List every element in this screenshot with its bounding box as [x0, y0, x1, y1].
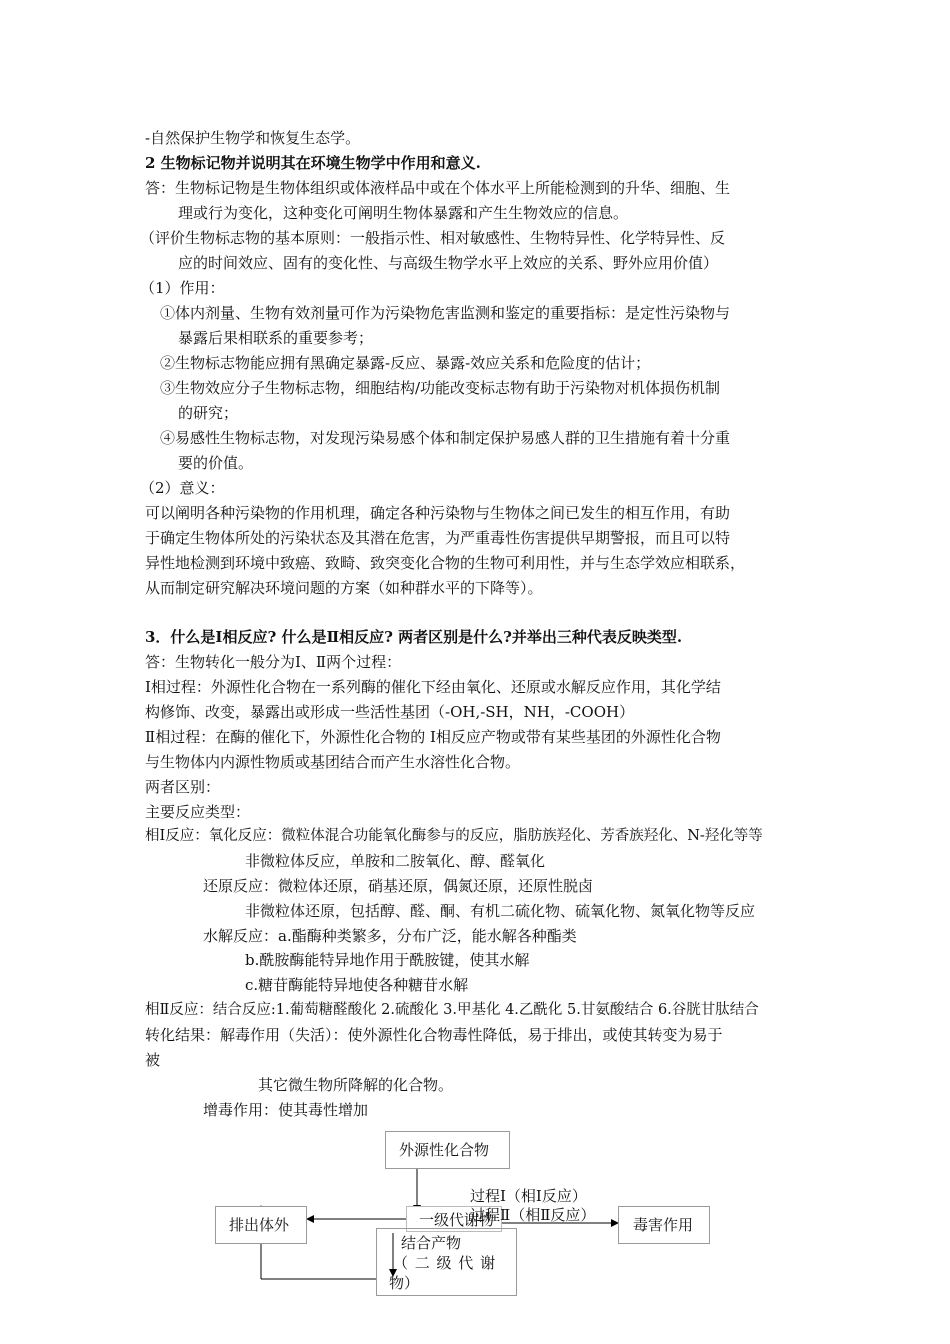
text-line: c.糖苷酶能特异地使各种糖苷水解	[245, 976, 469, 994]
text-line: 主要反应类型：	[145, 803, 251, 821]
text-line: （2）意义：	[140, 479, 225, 497]
text-line: 被	[145, 1051, 161, 1069]
text-line: 还原反应：微粒体还原，硝基还原，偶氮还原，还原性脱卤	[203, 877, 594, 895]
question-heading: 3．什么是Ⅰ相反应? 什么是Ⅱ相反应? 两者区别是什么?并举出三种代表反映类型.	[145, 628, 683, 646]
conjugate-line: （ 二 级 代 谢	[393, 1254, 497, 1272]
text-line: 暴露后果相联系的重要参考；	[178, 329, 374, 347]
text-line: 增毒作用：使其毒性增加	[203, 1101, 369, 1119]
list-item: ③生物效应分子生物标志物，细胞结构/功能改变标志物有助于污染物对机体损伤机制	[160, 379, 721, 397]
text-line: 应的时间效应、固有的变化性、与高级生物学水平上效应的关系、野外应用价值）	[178, 254, 719, 272]
text-line: 要的价值。	[178, 454, 254, 472]
text-line: 答：生物转化一般分为Ⅰ、Ⅱ两个过程：	[145, 653, 402, 671]
process-2-label: 过程Ⅱ（相Ⅱ反应）	[470, 1206, 596, 1224]
conjugate-line: 物）	[389, 1274, 420, 1292]
primary-metabolite-box: 一级代谢物	[406, 1206, 502, 1232]
text-line: 构修饰、改变，暴露出或形成一些活性基团（-OH,-SH，NH，-COOH）	[145, 703, 635, 721]
text-line: （1）作用：	[140, 279, 225, 297]
text-line: -自然保护生物学和恢复生态学。	[145, 129, 361, 147]
list-item: ④易感性生物标志物，对发现污染易感个体和制定保护易感人群的卫生措施有着十分重	[160, 429, 731, 447]
question-heading: 2 生物标记物并说明其在环境生物学中作用和意义.	[145, 154, 481, 172]
text-line: 两者区别：	[145, 778, 221, 796]
process-1-label: 过程Ⅰ（相Ⅰ反应）	[470, 1187, 587, 1205]
text-line: 相Ⅱ反应：结合反应:1.葡萄糖醛酸化 2.硫酸化 3.甲基化 4.乙酰化 5.甘氨酸结合 6.谷胱甘肽结合	[145, 1002, 759, 1018]
conjugate-product-box	[376, 1228, 517, 1296]
text-line: 于确定生物体所处的污染状态及其潜在危害，为严重毒性伤害提供早期警报，而且可以特	[145, 529, 731, 547]
text-line: 异性地检测到环境中致癌、致畸、致突变化合物的生物可利用性，并与生态学效应相联系，	[145, 554, 746, 572]
text-line: 可以阐明各种污染物的作用机理，确定各种污染物与生物体之间已发生的相互作用，有助	[145, 504, 731, 522]
list-item: ①体内剂量、生物有效剂量可作为污染物危害监测和鉴定的重要指标：是定性污染物与	[160, 304, 731, 322]
list-item: ②生物标志物能应拥有黑确定暴露-反应、暴露-效应关系和危险度的估计；	[160, 354, 651, 372]
text-line: Ⅱ相过程：在酶的催化下，外源性化合物的 Ⅰ相反应产物或带有某些基团的外源性化合物	[145, 728, 721, 746]
source-compound-box: 外源性化合物	[385, 1131, 510, 1169]
text-line: 与生物体内内源性物质或基团结合而产生水溶性化合物。	[145, 753, 521, 771]
text-line: 水解反应：a.酯酶种类繁多，分布广泛，能水解各种酯类	[203, 927, 577, 945]
text-line: （评价生物标志物的基本原则：一般指示性、相对敏感性、生物特异性、化学特异性、反	[140, 229, 726, 247]
text-line: 答：生物标记物是生物体组织或体液样品中或在个体水平上所能检测到的升华、细胞、生	[145, 179, 731, 197]
text-line: 的研究；	[178, 404, 239, 422]
text-line: 非微粒体反应，单胺和二胺氧化、醇、醛氧化	[245, 852, 546, 870]
text-line: 理或行为变化，这种变化可阐明生物体暴露和产生生物效应的信息。	[178, 204, 629, 222]
text-line: b.酰胺酶能特异地作用于酰胺键，使其水解	[245, 951, 530, 969]
excrete-box: 排出体外	[215, 1206, 307, 1244]
text-line: 非微粒体还原，包括醇、醛、酮、有机二硫化物、硫氧化物、氮氧化物等反应	[245, 902, 756, 920]
text-line: 相Ⅰ反应：氧化反应：微粒体混合功能氧化酶参与的反应，脂肪族羟化、芳香族羟化、N-羟化等等	[145, 828, 763, 844]
text-line: Ⅰ相过程：外源性化合物在一系列酶的催化下经由氧化、还原或水解反应作用，其化学结	[145, 678, 721, 696]
text-line: 转化结果：解毒作用（失活）：使外源性化合物毒性降低，易于排出，或使其转变为易于	[145, 1026, 723, 1044]
conjugate-line: 结合产物	[401, 1234, 462, 1252]
text-line: 从而制定研究解决环境问题的方案（如种群水平的下降等）。	[145, 579, 543, 597]
toxic-effect-box: 毒害作用	[618, 1206, 710, 1244]
text-line: 其它微生物所降解的化合物。	[258, 1076, 454, 1094]
